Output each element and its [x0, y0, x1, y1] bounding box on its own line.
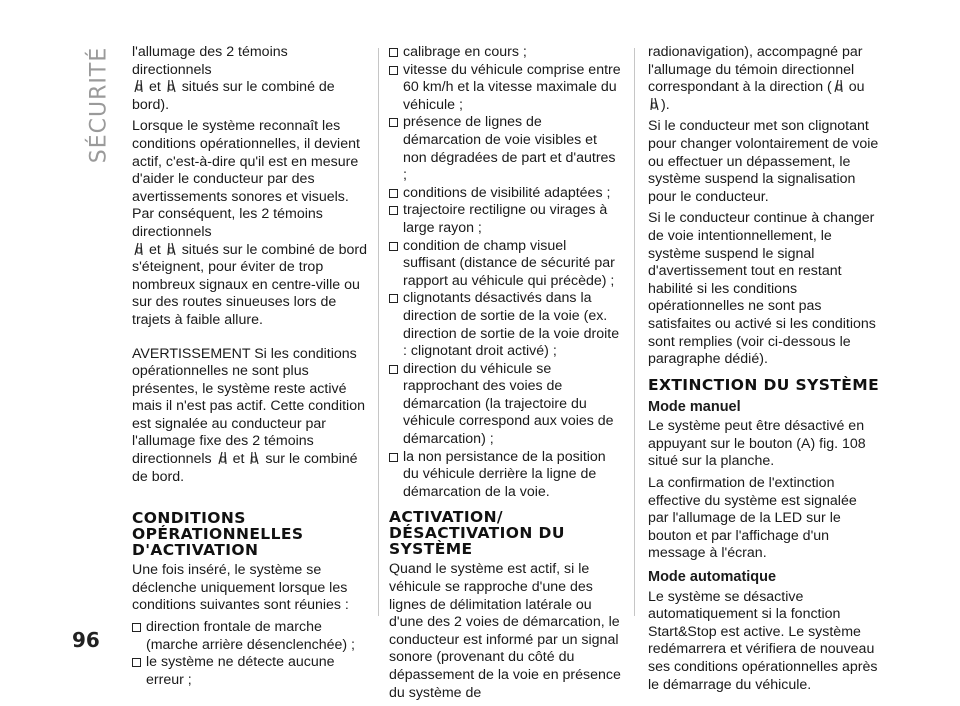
- section-heading: CONDITIONS OPÉRATIONNELLES D'ACTIVATION: [132, 509, 304, 560]
- column-divider: [378, 48, 379, 616]
- paragraph: radionavigation), accompagné par l'allumage du témoin directionnel correspondant à la direction ( ou ).: [648, 44, 865, 113]
- paragraph: Quand le système est actif, si le véhicule se rapproche d'une des lignes de délimitation latérale ou d'une des 2 voies de démarcation, le conducteur est informé par un signal sonore (provenant du côté du dépassement de la voie en présence du système de: [389, 561, 621, 701]
- bullet-square-icon: [389, 365, 398, 374]
- list-item: le système ne détecte aucune erreur ;: [132, 654, 368, 689]
- bullet-square-icon: [389, 118, 398, 127]
- lane-right-icon: [649, 97, 660, 111]
- list-item: conditions de visibilité adaptées ;: [389, 185, 621, 203]
- list-item: vitesse du véhicule comprise entre 60 km/h et la vitesse maximale du véhicule ;: [389, 62, 621, 115]
- paragraph: Lorsque le système reconnaît les conditions opérationnelles, il devient actif, c'est-à-dire qu'il est en mesure d'aider le conducteur par des avertissements sonores et visuels. Par conséquent, les 2 témoins directionnels et situés sur le combiné de bord s'éteignent, pour éviter de trop nombreux signaux en centre-ville ou sur des routes sinueuses lors de trajets à faible allure.: [132, 118, 368, 328]
- section-heading: ACTIVATION/ DÉSACTIVATION DU SYSTÈME: [389, 508, 565, 559]
- paragraph: La confirmation de l'extinction effective du système est signalée par l'allumage de la LED sur le bouton et par l'affichage d'un message à l'écran.: [648, 475, 857, 562]
- section-tab: SÉCURITÉ: [86, 46, 112, 164]
- paragraph: Le système se désactive automatiquement si la fonction Start&Stop est active. Le système redémarrera et vérifiera de nouveau ses conditions opérationnelles après le démarrage du véhicule.: [648, 588, 878, 693]
- column-1: [132, 44, 368, 689]
- bullet-square-icon: [389, 294, 398, 303]
- lane-left-icon: [217, 451, 228, 465]
- list-item: clignotants désactivés dans la direction de sortie de la voie (ex. direction de sortie de la voie droite : clignotant droit activé) ;: [389, 290, 621, 360]
- bullet-square-icon: [389, 242, 398, 251]
- bullet-square-icon: [389, 66, 398, 75]
- subsection-heading: Mode manuel: [648, 398, 741, 415]
- page-number: 96: [72, 628, 100, 652]
- bullet-square-icon: [132, 623, 141, 632]
- bullet-square-icon: [389, 48, 398, 57]
- paragraph: Si le conducteur met son clignotant pour changer volontairement de voie ou effectuer un dépassement, le système suspend la signalisation pour le conducteur.: [648, 118, 879, 205]
- bullet-square-icon: [389, 453, 398, 462]
- lane-left-icon: [833, 79, 844, 93]
- bullet-square-icon: [389, 206, 398, 215]
- lane-right-icon: [249, 451, 260, 465]
- paragraph: l'allumage des 2 témoins directionnels et situés sur le combiné de bord).: [132, 44, 335, 113]
- list-item: calibrage en cours ;: [389, 44, 621, 62]
- paragraph: Si le conducteur continue à changer de voie intentionnellement, le système suspend le signal d'avertissement tout en restant habilité si les conditions opérationnelles ne sont pas satisfaites ou activé si les conditions sont remplies (voir ci-dessous le paragraphe dédié).: [648, 210, 876, 368]
- bullet-square-icon: [389, 189, 398, 198]
- list-item: trajectoire rectiligne ou virages à large rayon ;: [389, 202, 621, 237]
- list-item: condition de champ visuel suffisant (distance de sécurité par rapport au véhicule qui précède) ;: [389, 238, 621, 291]
- lane-right-icon: [166, 79, 177, 93]
- column-divider: [634, 48, 635, 616]
- paragraph: Une fois inséré, le système se déclenche uniquement lorsque les conditions suivantes sont réunies :: [132, 562, 349, 614]
- list-item: présence de lignes de démarcation de voie visibles et non dégradées de part et d'autres ;: [389, 114, 621, 184]
- lane-right-icon: [166, 242, 177, 256]
- list-item: direction frontale de marche (marche arrière désenclenchée) ;: [132, 619, 368, 654]
- list-item: direction du véhicule se rapprochant des voies de démarcation (la trajectoire du véhicule correspond aux voies de démarcation) ;: [389, 361, 621, 449]
- section-heading: EXTINCTION DU SYSTÈME: [648, 375, 880, 394]
- lane-left-icon: [133, 79, 144, 93]
- paragraph: Le système peut être désactivé en appuyant sur le bouton (A) fig. 108 situé sur la planche.: [648, 418, 866, 470]
- subsection-heading: Mode automatique: [648, 569, 777, 586]
- lane-left-icon: [133, 242, 144, 256]
- bullet-square-icon: [132, 658, 141, 667]
- column-3: [648, 44, 880, 698]
- warning-paragraph: AVERTISSEMENT Si les conditions opérationnelles ne sont plus présentes, le système reste activé mais il n'est pas actif. Cette condition est signalée au conducteur par l'allumage fixe des 2 témoins directionnels et sur le combiné de bord.: [132, 345, 365, 485]
- column-2: [389, 44, 621, 706]
- list-item: la non persistance de la position du véhicule derrière la ligne de démarcation de la voie.: [389, 449, 621, 502]
